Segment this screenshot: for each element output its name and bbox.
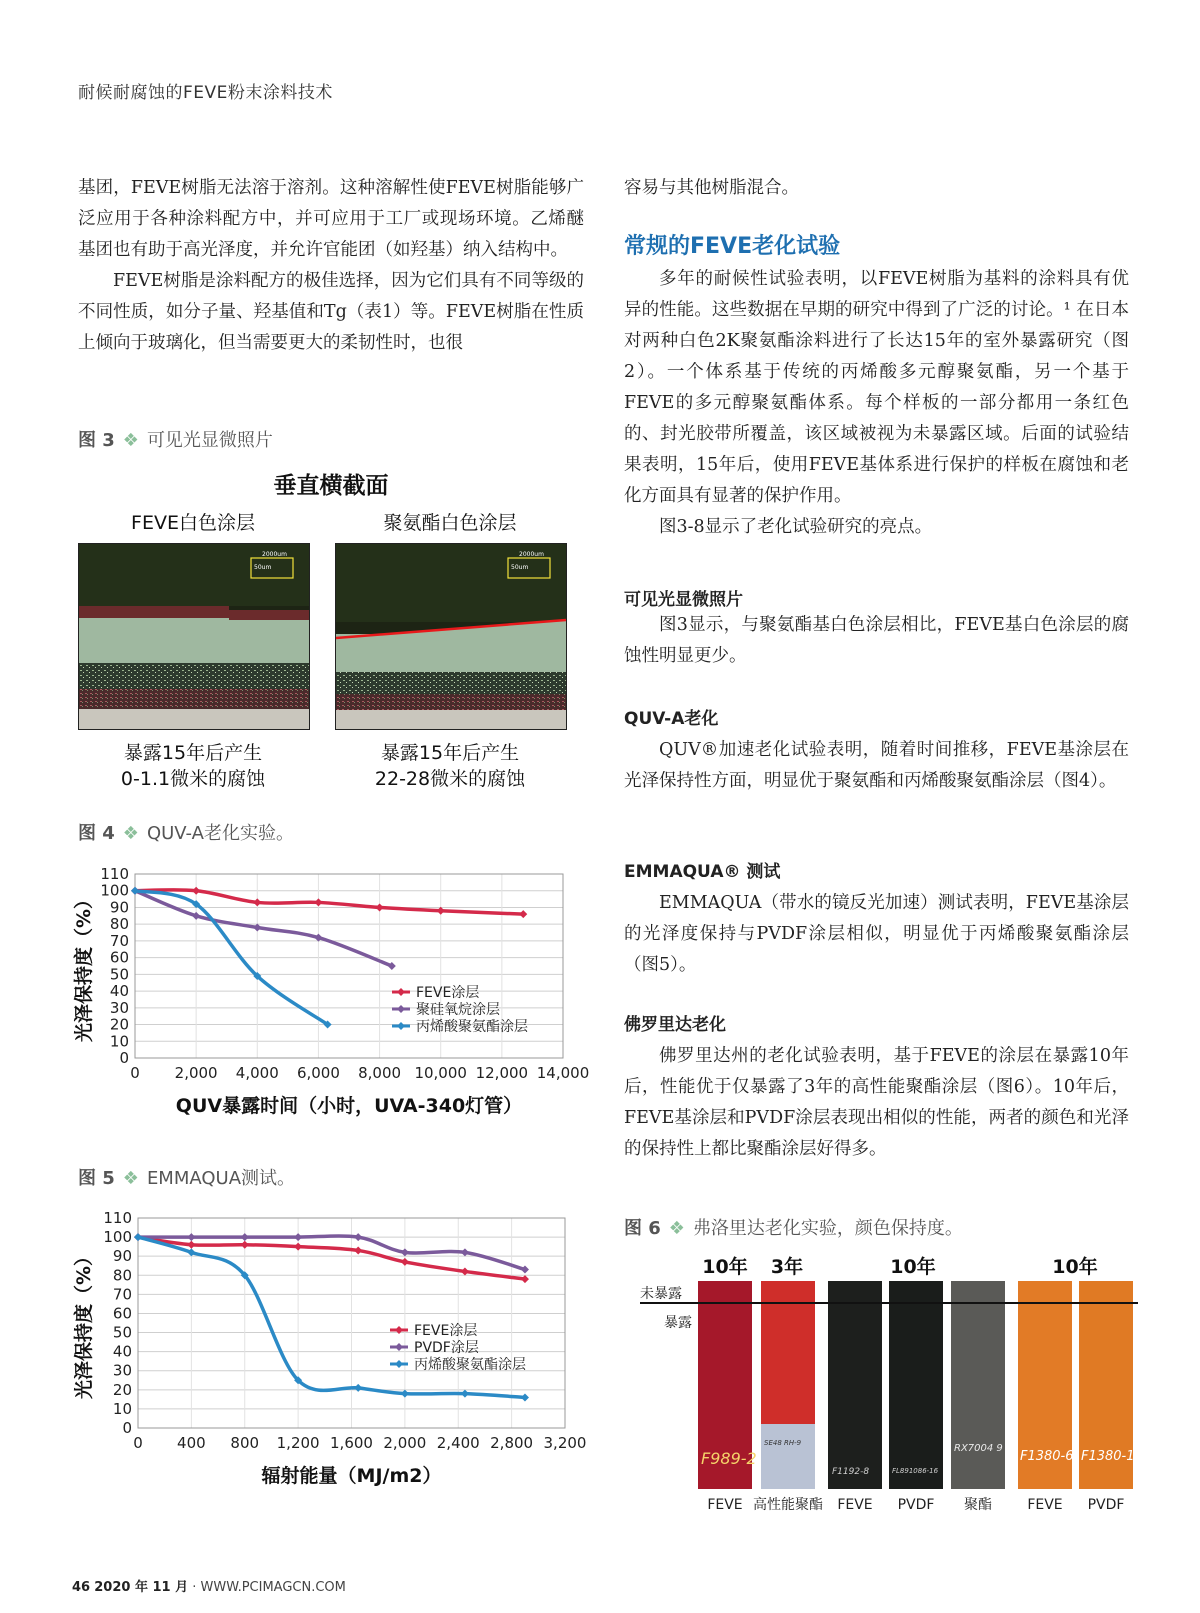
figure-number: 图 6: [624, 1218, 661, 1239]
legend-label: 聚硅氧烷涂层: [416, 1002, 500, 1018]
panel-code: RX7004 9: [954, 1443, 1003, 1454]
data-point: [192, 912, 200, 920]
panel-polyester-10y: [951, 1281, 1005, 1489]
y-tick-label: 100: [103, 1228, 132, 1247]
data-point: [401, 1248, 409, 1256]
data-point: [461, 1390, 469, 1398]
legend-label: 丙烯酸聚氨酯涂层: [414, 1357, 526, 1373]
figure5-caption: [78, 1164, 295, 1190]
y-tick-label: 110: [100, 865, 129, 883]
data-point: [461, 1248, 469, 1256]
data-point: [521, 1275, 529, 1283]
data-point: [519, 910, 527, 918]
x-tick-label: 2,000: [174, 1064, 218, 1082]
x-tick-label: 0: [130, 1064, 140, 1082]
data-point: [294, 1233, 302, 1241]
legend-marker: [395, 1360, 403, 1368]
y-tick-label: 60: [112, 1304, 132, 1323]
feve-micrograph: [78, 543, 310, 730]
y-tick-label: 40: [112, 1342, 132, 1361]
y-tick-label: 50: [112, 1323, 132, 1342]
subsection-title: EMMAQUA® 测试: [624, 862, 781, 882]
y-tick-label: 80: [112, 1266, 132, 1285]
data-point: [253, 924, 261, 932]
x-tick-label: 8,000: [358, 1064, 402, 1082]
data-point: [376, 903, 384, 911]
panel-code: SE48 RH-9: [764, 1439, 802, 1447]
legend-label: FEVE涂层: [416, 985, 480, 1001]
panel-name: FEVE: [707, 1497, 743, 1513]
figure-caption-text: 弗洛里达老化实验，颜色保持度。: [692, 1218, 963, 1239]
scale-text: 50um: [511, 564, 529, 571]
y-tick-label: 50: [109, 965, 129, 984]
data-point: [134, 1233, 142, 1241]
data-point: [187, 1241, 195, 1249]
data-point: [354, 1233, 362, 1241]
figure-number: 图 3: [78, 430, 115, 451]
panel-code: FL891086-16: [892, 1467, 939, 1475]
paragraph: 容易与其他树脂混合。: [624, 178, 799, 198]
series-line: [138, 1237, 525, 1397]
data-point: [354, 1246, 362, 1254]
paragraph: FEVE树脂是涂料配方的极佳选择，因为它们具有不同等级的不同性质，如分子量、羟基值和Tg（表1）等。FEVE树脂在性质上倾向于玻璃化，但当需要更大的柔韧性时，也很: [78, 271, 584, 353]
panel-pvdf-10y-black: [889, 1281, 943, 1489]
data-point: [521, 1393, 529, 1401]
panel-year: 10年: [702, 1256, 748, 1278]
y-tick-label: 110: [103, 1209, 132, 1227]
data-point: [437, 907, 445, 915]
figure6-caption: [624, 1214, 963, 1240]
y-tick-label: 0: [119, 1049, 129, 1067]
y-tick-label: 80: [109, 915, 129, 934]
figure-number: 图 5: [78, 1168, 115, 1189]
x-axis-label: 辐射能量（MJ/m2）: [261, 1465, 442, 1487]
panel-year: 10年: [1052, 1256, 1098, 1278]
data-point: [294, 1243, 302, 1251]
paragraph: 图3显示，与聚氨酯基白色涂层相比，FEVE基白色涂层的腐蚀性明显更少。: [624, 615, 1129, 666]
x-tick-label: 10,000: [414, 1064, 467, 1082]
subsection-title: 佛罗里达老化: [624, 1015, 726, 1035]
y-tick-label: 100: [100, 881, 129, 900]
subsection-body: [624, 1041, 1129, 1165]
x-tick-label: 1,600: [330, 1434, 373, 1452]
figure3-left-label: FEVE白色涂层: [131, 512, 255, 534]
section-title: 常规的FEVE老化试验: [624, 234, 841, 259]
panel-label-area: [761, 1424, 815, 1489]
footer-separator: ·: [192, 1580, 197, 1595]
y-tick-label: 0: [122, 1419, 132, 1437]
y-axis-label: 光泽保持度（%）: [73, 889, 95, 1043]
result-line: 0-1.1微米的腐蚀: [120, 768, 266, 790]
figure-caption-text: 可见光显微照片: [146, 430, 273, 451]
diamond-icon: ❖: [122, 430, 139, 451]
paragraph: EMMAQUA（带水的镜反光加速）测试表明，FEVE基涂层的光泽度保持与PVDF涂层相似，明显优于丙烯酸聚氨酯涂层（图5）。: [624, 893, 1129, 975]
result-line: 暴露15年后产生: [380, 742, 520, 764]
panel-name: PVDF: [1087, 1497, 1125, 1513]
unexposed-label: 未暴露: [640, 1286, 682, 1302]
panel-name: PVDF: [897, 1497, 935, 1513]
x-tick-label: 1,200: [276, 1434, 320, 1452]
legend-marker: [395, 1343, 403, 1351]
data-point: [192, 887, 200, 895]
x-axis-label: QUV暴露时间（小时，UVA-340灯管）: [175, 1095, 523, 1117]
data-point: [354, 1384, 362, 1392]
diamond-icon: ❖: [668, 1218, 685, 1239]
data-point: [241, 1241, 249, 1249]
panel-code: F989-2: [701, 1449, 757, 1468]
panel-feve-10y-orange: [1018, 1281, 1072, 1489]
y-tick-label: 90: [109, 898, 129, 917]
y-tick-label: 10: [109, 1032, 129, 1051]
paragraph: 图3-8显示了老化试验研究的亮点。: [659, 517, 933, 537]
page-number: 46: [72, 1580, 91, 1595]
panel-year: 3年: [770, 1256, 804, 1278]
x-tick-label: 2,000: [383, 1434, 427, 1452]
y-tick-label: 20: [112, 1380, 132, 1399]
subsection-title: 可见光显微照片: [624, 590, 743, 610]
y-tick-label: 20: [109, 1015, 129, 1034]
y-tick-label: 70: [109, 931, 129, 950]
data-point: [314, 934, 322, 942]
panel-year: 10年: [890, 1256, 936, 1278]
data-point: [314, 898, 322, 906]
panel-code: F1380-6: [1020, 1449, 1074, 1464]
legend-marker: [397, 1022, 405, 1030]
data-point: [241, 1233, 249, 1241]
legend-marker: [397, 988, 405, 996]
figure5-chart: [70, 1204, 587, 1499]
data-point: [401, 1390, 409, 1398]
data-point: [187, 1233, 195, 1241]
figure3-right-result: [335, 740, 565, 792]
scale-text: 2000um: [519, 551, 544, 558]
y-tick-label: 60: [109, 948, 129, 967]
figure3-title: 垂直横截面: [273, 473, 389, 499]
figure-number: 图 4: [78, 823, 115, 844]
data-point: [253, 898, 261, 906]
panel-code: F1380-1: [1081, 1449, 1135, 1464]
exposed-label: 暴露: [664, 1315, 692, 1331]
result-line: 暴露15年后产生: [123, 742, 263, 764]
x-tick-label: 12,000: [475, 1064, 529, 1082]
y-tick-label: 70: [112, 1285, 132, 1304]
legend-label: 丙烯酸聚氨酯涂层: [416, 1019, 528, 1035]
y-tick-label: 40: [109, 982, 129, 1001]
legend-label: PVDF涂层: [414, 1340, 479, 1356]
figure4-caption: [78, 819, 294, 845]
paragraph: 基团，FEVE树脂无法溶于溶剂。这种溶解性使FEVE树脂能够广泛应用于各种涂料配方中，并可应用于工厂或现场环境。乙烯醚基团也有助于高光泽度，并允许官能团（如羟基）纳入结构中。: [78, 178, 584, 260]
left-column-text: [78, 173, 584, 359]
scale-text: 2000um: [262, 551, 287, 558]
x-tick-label: 2,400: [436, 1434, 480, 1452]
exposure-boundary-line: [640, 1302, 1138, 1304]
scale-text: 50um: [254, 564, 272, 571]
section-body: [624, 264, 1129, 543]
y-tick-label: 90: [112, 1247, 132, 1266]
figure-caption-text: EMMAQUA测试。: [146, 1168, 296, 1189]
result-line: 22-28微米的腐蚀: [374, 768, 526, 790]
panel-feve-10y-black: [828, 1281, 882, 1489]
subsection-body: [624, 888, 1129, 981]
right-column-continuation: [624, 173, 1129, 204]
figure3-right-label: 聚氨酯白色涂层: [383, 512, 517, 534]
x-tick-label: 800: [230, 1434, 260, 1452]
legend-marker: [397, 1005, 405, 1013]
paragraph: 多年的耐候性试验表明，以FEVE树脂为基料的涂料具有优异的性能。这些数据在早期的研究中得到了广泛的讨论。¹ 在日本对两种白色2K聚氨酯涂料进行了长达15年的室外暴露研究（图2）。一个体系基于传统的丙烯酸多元醇聚氨酯，另一个基于FEVE的多元醇聚氨酯体系。每个样板的一部分都用一条红色的、封光胶带所覆盖，该区域被视为未暴露区域。后面的试验结果表明，15年后，使用FEVE基体系进行保护的样板在腐蚀和老化方面具有显著的保护作用。: [624, 269, 1129, 506]
panel-name: 聚酯: [964, 1497, 992, 1513]
y-tick-label: 30: [109, 998, 129, 1017]
diamond-icon: ❖: [122, 1168, 139, 1189]
y-tick-label: 10: [112, 1399, 132, 1418]
x-tick-label: 4,000: [235, 1064, 279, 1082]
y-tick-label: 30: [112, 1361, 132, 1380]
polyurethane-micrograph: [335, 543, 567, 730]
legend-label: FEVE涂层: [414, 1323, 478, 1339]
paragraph: 佛罗里达州的老化试验表明，基于FEVE的涂层在暴露10年后，性能优于仅暴露了3年的高性能聚酯涂层（图6）。10年后，FEVE基涂层和PVDF涂层表现出相似的性能，两者的颜色和光泽的保持性上都比聚酯涂层好得多。: [624, 1046, 1129, 1159]
x-tick-label: 2,800: [490, 1434, 534, 1452]
subsection-title: QUV-A老化: [624, 709, 719, 729]
subsection-body: [624, 610, 1129, 672]
running-title: 耐候耐腐蚀的FEVE粉末涂料技术: [78, 83, 333, 103]
figure-caption-text: QUV-A老化实验。: [146, 823, 294, 844]
diamond-icon: ❖: [122, 823, 139, 844]
x-tick-label: 0: [133, 1434, 143, 1452]
panel-feve-10y: [698, 1281, 757, 1489]
x-tick-label: 400: [177, 1434, 206, 1452]
y-axis-label: 光泽保持度（%）: [73, 1246, 95, 1400]
issue-date: 2020 年 11 月: [94, 1580, 189, 1595]
panel-pvdf-10y-orange: [1079, 1281, 1133, 1489]
data-point: [521, 1266, 529, 1274]
panel-polyester-3y: [761, 1281, 815, 1489]
website: WWW.PCIMAGCN.COM: [200, 1580, 346, 1595]
x-tick-label: 6,000: [296, 1064, 340, 1082]
data-point: [401, 1258, 409, 1266]
panel-name: FEVE: [837, 1497, 873, 1513]
panel-name: FEVE: [1027, 1497, 1063, 1513]
page-footer: [72, 1576, 346, 1595]
figure3-caption: [78, 426, 273, 452]
figure3-left-result: [78, 740, 308, 792]
figure4-chart: [70, 858, 590, 1133]
paragraph: QUV®加速老化试验表明，随着时间推移，FEVE基涂层在光泽保持性方面，明显优于聚氨酯和丙烯酸聚氨酯涂层（图4）。: [624, 740, 1129, 791]
panel-name: 高性能聚酯: [753, 1497, 823, 1513]
x-tick-label: 14,000: [536, 1064, 590, 1082]
data-point: [461, 1267, 469, 1275]
subsection-body: [624, 735, 1129, 797]
x-tick-label: 3,200: [543, 1434, 587, 1452]
panel-code: F1192-8: [832, 1467, 870, 1477]
